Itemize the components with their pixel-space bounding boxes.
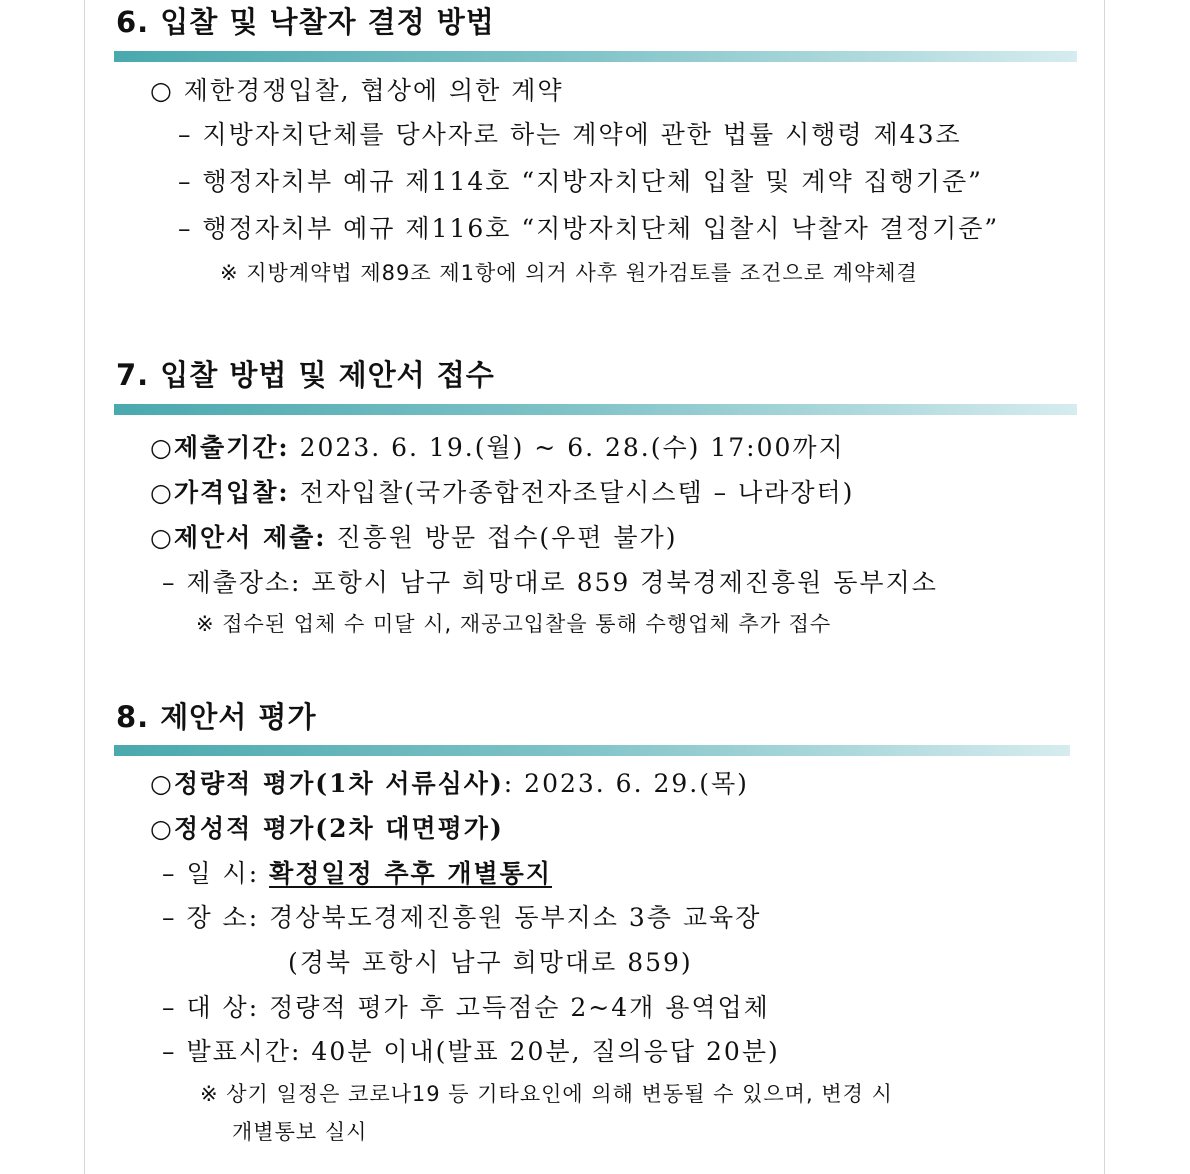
s6-line-1: ○ 제한경쟁입찰, 협상에 의한 계약 bbox=[150, 76, 564, 105]
s6-line-3: – 행정자치부 예규 제114호 “지방자치단체 입찰 및 계약 집행기준” bbox=[178, 167, 983, 196]
bullet: ○ bbox=[150, 769, 174, 798]
s8-line-7: – 발표시간: 40분 이내(발표 20분, 질의응답 20분) bbox=[162, 1037, 780, 1066]
section-8-heading: 8. 제안서 평가 bbox=[116, 700, 317, 734]
section-7-heading: 7. 입찰 방법 및 제안서 접수 bbox=[116, 358, 495, 392]
s7-value-3: 진흥원 방문 접수(우편 불가) bbox=[326, 523, 678, 552]
page-border-right bbox=[1104, 0, 1105, 1174]
s7-label-2: 가격입찰: bbox=[173, 478, 290, 507]
section-7-bar bbox=[114, 404, 1077, 415]
bullet: ○ bbox=[150, 433, 174, 462]
s8-date-value: 확정일정 추후 개별통지 bbox=[269, 859, 552, 888]
s7-line-3 bbox=[150, 525, 677, 550]
s8-note-2: 개별통보 실시 bbox=[232, 1120, 368, 1144]
s8-note-1: ※ 상기 일정은 코로나19 등 기타요인에 의해 변동될 수 있으며, 변경 시 bbox=[200, 1082, 893, 1106]
s6-line-2: – 지방자치단체를 당사자로 하는 계약에 관한 법률 시행령 제43조 bbox=[178, 120, 962, 149]
s7-label-3: 제안서 제출: bbox=[173, 523, 327, 552]
s8-line-5: (경북 포항시 남구 희망대로 859) bbox=[288, 948, 693, 977]
s8-line-4: – 장 소: 경상북도경제진흥원 동부지소 3층 교육장 bbox=[162, 903, 762, 932]
section-6-bar bbox=[114, 51, 1077, 62]
bullet: ○ bbox=[150, 478, 174, 507]
s8-line-1 bbox=[150, 771, 749, 796]
s8-value-1: : 2023. 6. 29.(목) bbox=[503, 769, 749, 798]
section-6-heading: 6. 입찰 및 낙찰자 결정 방법 bbox=[116, 5, 495, 39]
s7-line-2 bbox=[150, 480, 854, 505]
page-border-left bbox=[84, 0, 85, 1174]
section-8-bar bbox=[114, 745, 1070, 756]
bullet: ○ bbox=[150, 523, 174, 552]
s8-label-1: 정량적 평가(1차 서류심사) bbox=[173, 769, 504, 798]
s7-value-2: 전자입찰(국가종합전자조달시스템 – 나라장터) bbox=[289, 478, 855, 507]
s6-note: ※ 지방계약법 제89조 제1항에 의거 사후 원가검토를 조건으로 계약체결 bbox=[220, 261, 918, 285]
s8-date-label: – 일 시: bbox=[162, 859, 270, 888]
s7-label-1: 제출기간: bbox=[173, 433, 290, 462]
s7-value-1: 2023. 6. 19.(월) ~ 6. 28.(수) 17:00까지 bbox=[289, 433, 845, 462]
s8-line-6: – 대 상: 정량적 평가 후 고득점순 2~4개 용역업체 bbox=[162, 993, 770, 1022]
s7-line-1 bbox=[150, 435, 845, 460]
s8-line-3 bbox=[162, 861, 552, 886]
s8-label-2: 정성적 평가(2차 대면평가) bbox=[173, 814, 504, 843]
s7-note: ※ 접수된 업체 수 미달 시, 재공고입찰을 통해 수행업체 추가 접수 bbox=[196, 612, 832, 636]
s6-line-4: – 행정자치부 예규 제116호 “지방자치단체 입찰시 낙찰자 결정기준” bbox=[178, 214, 1000, 243]
bullet: ○ bbox=[150, 814, 174, 843]
s7-line-4: – 제출장소: 포항시 남구 희망대로 859 경북경제진흥원 동부지소 bbox=[162, 568, 938, 597]
s8-line-2 bbox=[150, 816, 504, 841]
